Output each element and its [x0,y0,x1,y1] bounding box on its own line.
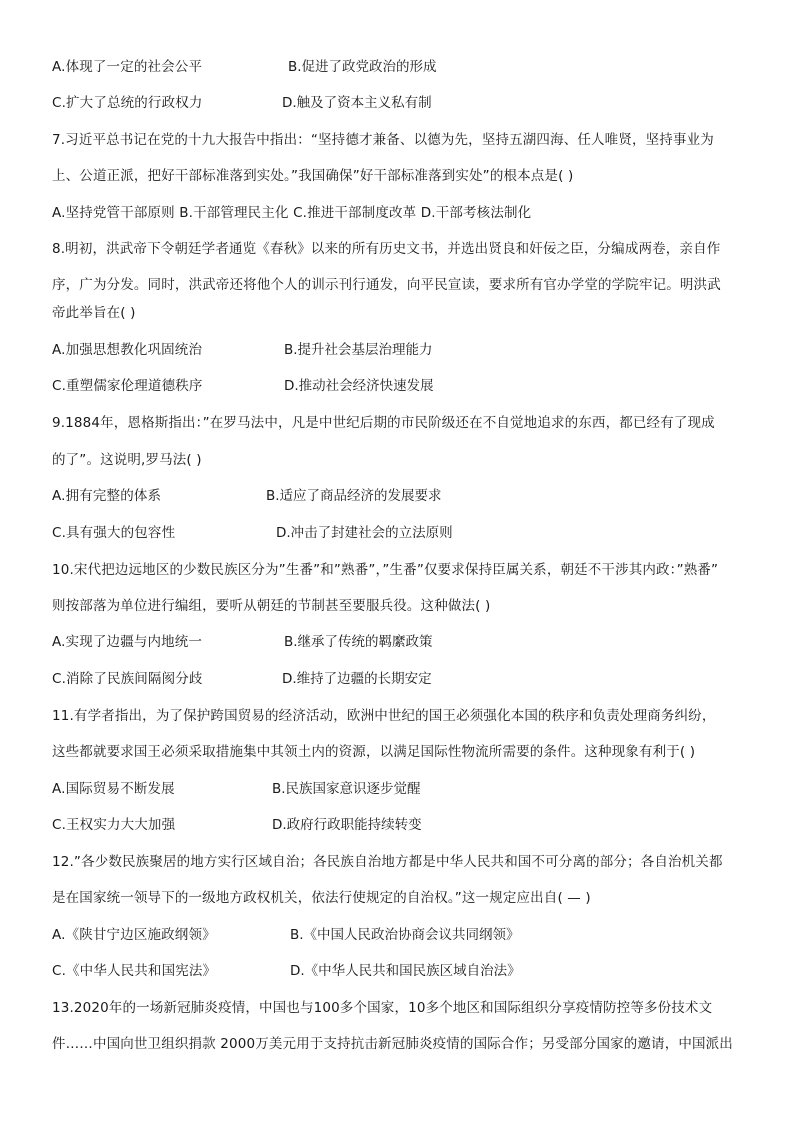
q11-option-d: D.政府行政职能持续转变 [272,817,422,833]
q12-option-d: D.《中华人民共和国民族区域自治法》 [290,963,521,979]
q8-option-a: A.加强思想教化巩固统治 [52,342,203,358]
q12-stem-line2: 是在国家统一领导下的一级地方政权机关，依法行使规定的自治权。”这一规定应出自( — ) [52,890,591,906]
q12-option-a: A.《陕甘宁边区施政纲领》 [52,927,216,943]
q9-option-a: A.拥有完整的体系 [52,488,162,504]
q13-stem-line1: 13.2020年的一场新冠肺炎疫情，中国也与100多个国家，10多个地区和国际组织分享疫情防控等多份技术文 [52,1000,713,1016]
q8-option-c: C.重塑儒家伦理道德秩序 [52,378,203,394]
q10-option-c: C.消除了民族间隔阂分歧 [52,671,203,687]
q8-stem-line1: 8.明初，洪武帝下令朝廷学者通览《春秋》以来的所有历史文书，并选出贤良和奸佞之臣，分编成两卷，亲自作 [52,241,721,257]
q7-options: A.坚持党管干部原则 B.干部管理民主化 C.推进干部制度改革 D.干部考核法制化 [52,205,532,221]
q11-stem-line1: 11.有学者指出，为了保护跨国贸易的经济活动，欧洲中世纪的国王必须强化本国的秩序和负责处理商务纠纷， [52,708,716,724]
q8-option-d: D.推动社会经济快速发展 [284,378,434,394]
q6-option-c: C.扩大了总统的行政权力 [52,95,203,111]
q10-stem-line1: 10.宋代把边远地区的少数民族区分为”生番”和”熟番”，”生番”仅要求保持臣属关系，朝廷不干涉其内政：”熟番” [52,562,719,578]
q7-stem-line2: 上、公道正派，把好干部标准落到实处。”我国确保”好干部标准落到实处”的根本点是( ) [52,168,574,184]
q11-option-c: C.王权实力大大加强 [52,817,176,833]
q8-stem-line3: 帝此举旨在( ) [52,305,136,321]
q9-option-c: C.具有强大的包容性 [52,525,176,541]
q9-stem-line1: 9.1884年，恩格斯指出：”在罗马法中，凡是中世纪后期的市民阶级还在不自觉地追求的东西，都已经有了现成 [52,415,715,431]
q11-option-b: B.民族国家意识逐步觉醒 [272,781,421,797]
q8-option-b: B.提升社会基层治理能力 [284,342,433,358]
q12-option-c: C.《中华人民共和国宪法》 [52,963,217,979]
q6-option-a: A.体现了一定的社会公平 [52,59,203,75]
q9-stem-line2: 的了”。这说明,罗马法( ) [52,452,202,468]
q10-stem-line2: 则按部落为单位进行编组，要听从朝廷的节制甚至要服兵役。这种做法( ) [52,598,491,614]
q9-option-b: B.适应了商品经济的发展要求 [266,488,442,504]
q10-option-b: B.继承了传统的羁縻政策 [284,634,433,650]
q12-option-b: B.《中国人民政治协商会议共同纲领》 [290,927,520,943]
q6-option-b: B.促进了政党政治的形成 [288,59,437,75]
q9-option-d: D.冲击了封建社会的立法原则 [276,525,453,541]
q10-option-d: D.维持了边疆的长期安定 [282,671,432,687]
q12-stem-line1: 12.”各少数民族聚居的地方实行区域自治；各民族自治地方都是中华人民共和国不可分离的部分；各自治机关都 [52,854,723,870]
q6-option-d: D.触及了资本主义私有制 [282,95,432,111]
q10-option-a: A.实现了边疆与内地统一 [52,634,203,650]
q8-stem-line2: 序，广为分发。同时，洪武帝还将他个人的训示刊行通发，向平民宣读，要求所有官办学堂的学院牢记。明洪武 [52,277,721,293]
q11-stem-line2: 这些都就要求国王必须采取措施集中其领土内的资源，以满足国际性物流所需要的条件。这种现象有利于( ) [52,744,696,760]
q13-stem-line2: 件……中国向世卫组织捐款 2000万美元用于支持抗击新冠肺炎疫情的国际合作；另受部分国家的邀请，中国派出 [52,1036,733,1052]
q11-option-a: A.国际贸易不断发展 [52,781,175,797]
q7-stem-line1: 7.习近平总书记在党的十九大报告中指出：“坚持德才兼备、以德为先，坚持五湖四海、任人唯贤，坚持事业为 [52,132,714,148]
